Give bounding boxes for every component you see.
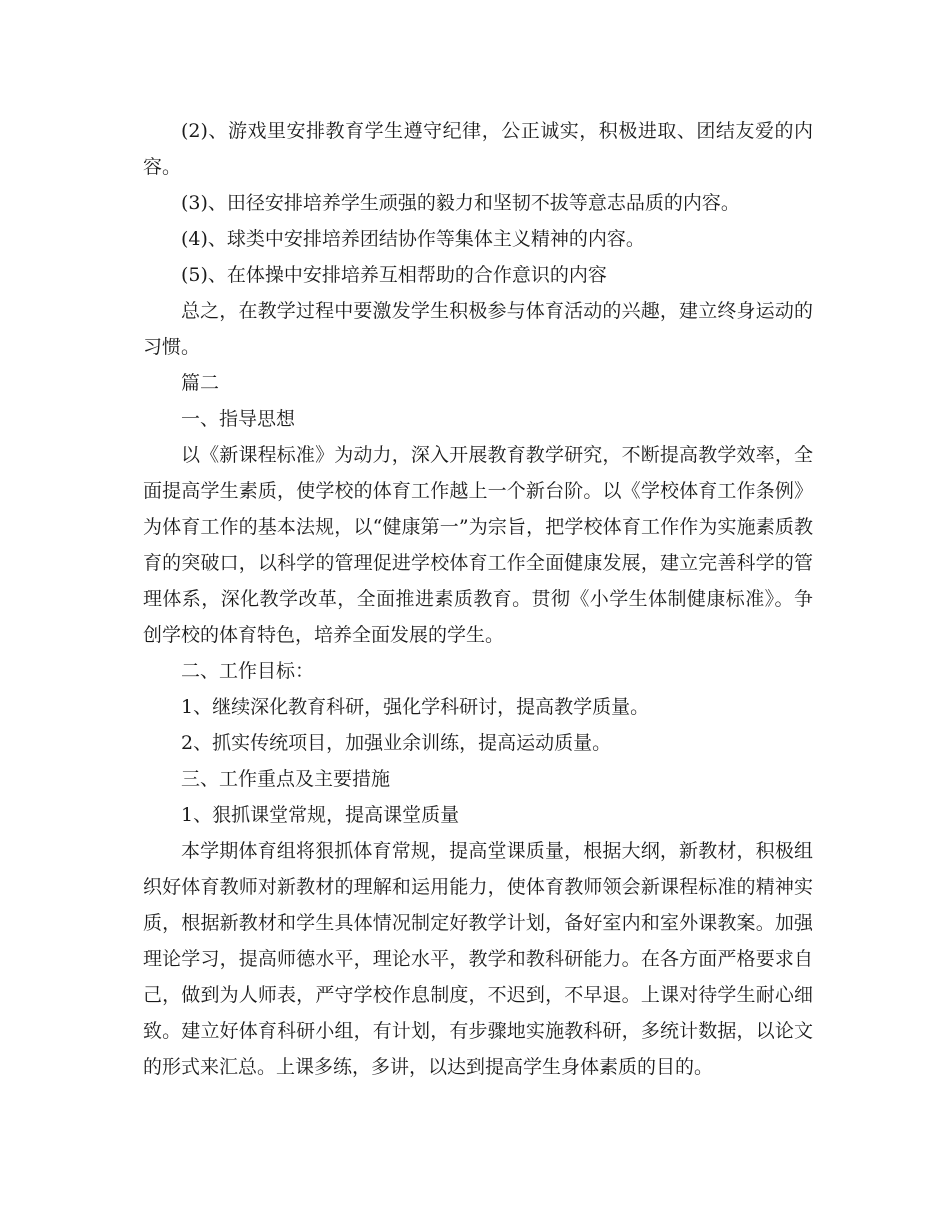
paragraph-guiding-ideology: 以《新课程标准》为动力，深入开展教育教学研究，不断提高教学效率，全面提高学生素质，使学校的体育工作越上一个新台阶。以《学校体育工作条例》为体育工作的基本法规，以“健康第一”为宗旨，把学校体育工作作为实施素质教育的突破口，以科学的管理促进学校体育工作全面健康发展，建立完善科学的管理体系，深化教学改革，全面推进素质教育。贯彻《小学生体制健康标准》。争创学校的体育特色，培养全面发展的学生。: [143, 444, 813, 646]
paragraph-summary: 总之，在教学过程中要激发学生积极参与体育活动的兴趣，建立终身运动的习惯。: [143, 300, 813, 358]
section-heading-work-goals: 二、工作目标：: [181, 660, 315, 682]
paragraph-game-discipline: (2)、游戏里安排教育学生遵守纪律，公正诚实，积极进取、团结友爱的内容。: [143, 120, 813, 178]
paragraph-track-field: (3)、田径安排培养学生顽强的毅力和坚韧不拔等意志品质的内容。: [181, 192, 740, 214]
paragraph-ball-games: (4)、球类中安排培养团结协作等集体主义精神的内容。: [181, 228, 645, 250]
section-heading-key-measures: 三、工作重点及主要措施: [181, 768, 391, 790]
document-body: [143, 113, 813, 1085]
paragraph-gymnastics: (5)、在体操中安排培养互相帮助的合作意识的内容: [181, 264, 607, 286]
list-item-goal-2: 2、抓实传统项目，加强业余训练，提高运动质量。: [181, 732, 612, 754]
section-heading-part-two: 篇二: [181, 372, 220, 394]
subheading-classroom-routine: 1、狠抓课堂常规，提高课堂质量: [181, 804, 460, 826]
list-item-goal-1: 1、继续深化教育科研，强化学科研讨，提高教学质量。: [181, 696, 650, 718]
paragraph-classroom-routine: 本学期体育组将狠抓体育常规，提高堂课质量，根据大纲，新教材，积极组织好体育教师对新教材的理解和运用能力，使体育教师领会新课程标准的精神实质，根据新教材和学生具体情况制定好教学计划，备好室内和室外课教案。加强理论学习，提高师德水平，理论水平，教学和教科研能力。在各方面严格要求自己，做到为人师表，严守学校作息制度，不迟到，不早退。上课对待学生耐心细致。建立好体育科研小组，有计划，有步骤地实施教科研，多统计数据，以论文的形式来汇总。上课多练，多讲，以达到提高学生身体素质的目的。: [143, 840, 813, 1078]
section-heading-guiding-ideology: 一、指导思想: [181, 408, 296, 430]
